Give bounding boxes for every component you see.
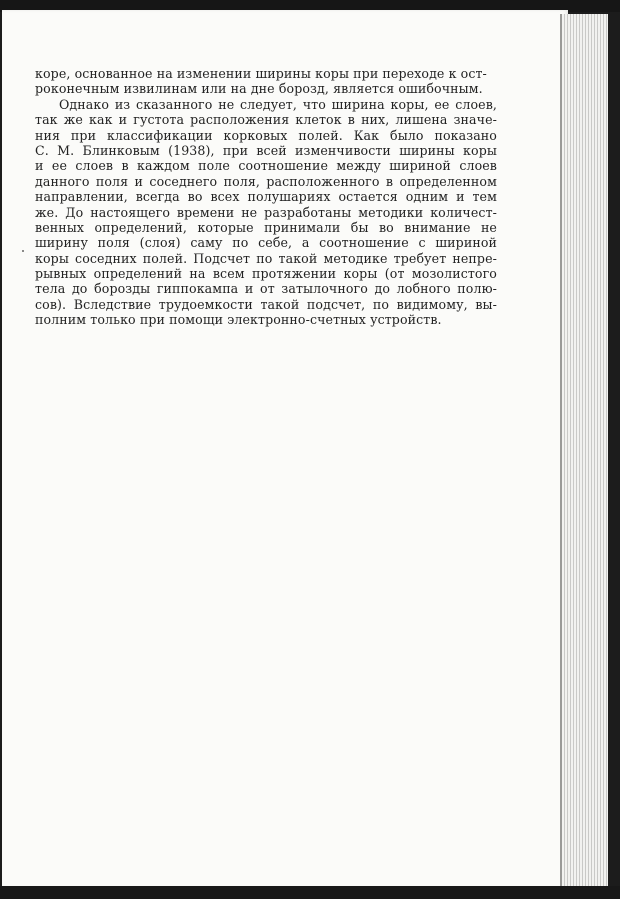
text-line: направлении, всегда во всех полушариях остается одним и тем [35,189,497,205]
text-line: данного поля и соседнего поля, расположенного в определенном [35,173,497,189]
page-edges-stack [560,14,608,886]
text-line: ширину поля (слоя) саму по себе, а соотношение с шириной [35,235,497,251]
text-line: коры соседних полей. Подсчет по такой методике требует непре- [35,250,497,266]
body-text [35,66,497,328]
dust-speck [22,250,24,252]
text-line: коре, основанное на изменении ширины коры при переходе к ост- [35,66,487,81]
text-line: ния при классификации корковых полей. Как было показано [35,127,497,143]
text-line: рывных определений на всем протяжении коры (от мозолистого [35,266,497,282]
text-line: и ее слоев в каждом поле соотношение между шириной слоев [35,158,497,174]
text-line: же. До настоящего времени не разработаны методики количест- [35,204,497,220]
scan-bottom-border [0,886,620,899]
text-line: так же как и густота расположения клеток в них, лишена значе- [35,112,497,128]
text-line: тела до борозды гиппокампа и от затылочного до лобного полю- [35,281,497,297]
text-line: сов). Вследствие трудоемкости такой подсчет, по видимому, вы- [35,296,497,312]
text-line: С. М. Блинковым (1938), при всей изменчивости ширины коры [35,142,497,158]
text-line: венных определений, которые принимали бы во внимание не [35,219,497,235]
text-line: роконечным извилинам или на дне борозд, является ошибочным. [35,81,483,97]
text-line: Однако из сказанного не следует, что ширина коры, ее слоев, [59,96,497,112]
text-line: полним только при помощи электронно-счетных устройств. [35,312,442,328]
